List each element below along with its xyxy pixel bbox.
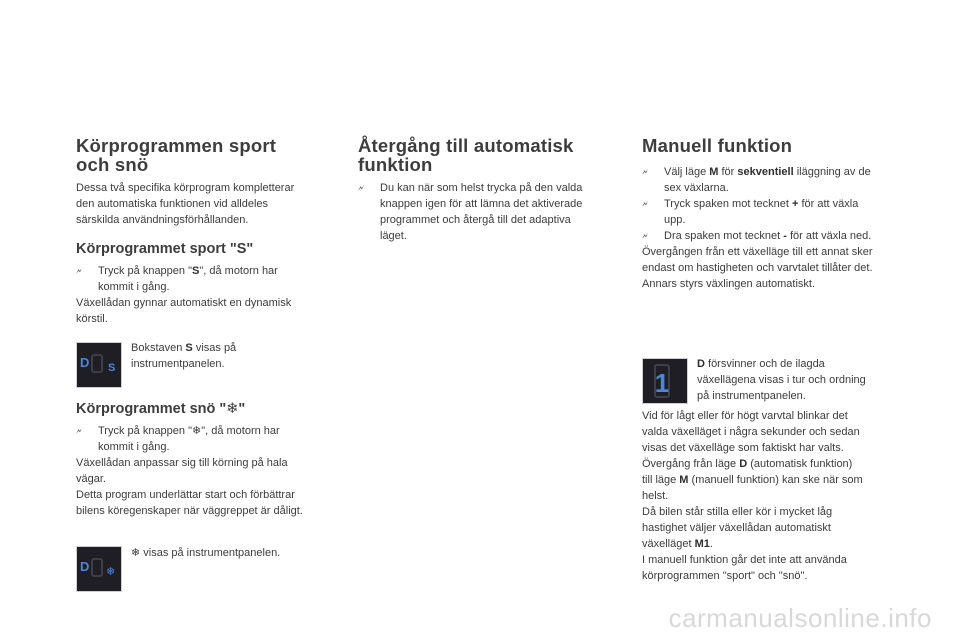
sport-heading: Körprogrammet sport "S" bbox=[76, 241, 254, 257]
sport-display-icon bbox=[77, 343, 121, 387]
return-auto-bullet: 🗲 Du kan när som helst trycka på den valda knappen igen för att lämna det aktiverade programmet och återgå till det adaptiva läget. bbox=[358, 182, 583, 242]
bullet-marker-icon: 🗲 bbox=[642, 199, 648, 209]
snow-caption: ❄ visas på instrumentpanelen. bbox=[131, 547, 281, 559]
manual-bullet-1: 🗲 Välj läge M för sekventiell iläggning av de sex växlarna. bbox=[642, 166, 871, 194]
bullet-marker-icon: 🗲 bbox=[76, 426, 82, 436]
bullet-marker-icon: 🗲 bbox=[358, 183, 364, 193]
section-title-return-auto: Återgång till automatisk funktion bbox=[358, 135, 574, 175]
bullet-marker-icon: 🗲 bbox=[76, 266, 82, 276]
manual-bullet-2: 🗲 Tryck spaken mot tecknet + för att växla upp. bbox=[642, 198, 859, 226]
section-title-sport-snow: Körprogrammen sport och snö bbox=[76, 135, 277, 175]
display-digit: 1 bbox=[654, 368, 670, 398]
display-letter-d: D bbox=[80, 559, 90, 574]
manual-text-1: Övergången från ett växelläge till ett annat sker endast om hastigheten och varvtalet tillåter det. Annars styrs växlingen automatiskt. bbox=[642, 246, 873, 290]
manual-display-image bbox=[642, 358, 688, 404]
snow-heading: Körprogrammet snö "❄" bbox=[76, 401, 246, 417]
snow-display-image bbox=[76, 546, 122, 592]
sport-display-image bbox=[76, 342, 122, 388]
snow-bullet: 🗲 Tryck på knappen "❄", då motorn har kommit i gång. bbox=[76, 425, 280, 453]
display-letter-s: S bbox=[108, 362, 116, 374]
display-snowflake: ❄ bbox=[106, 565, 116, 578]
sport-caption: Bokstaven S visas på instrumentpanelen. bbox=[131, 342, 237, 370]
watermark-text: carmanualsonline.info bbox=[668, 603, 932, 633]
manual-bullet-3: 🗲 Dra spaken mot tecknet - för att växla ned. bbox=[642, 230, 872, 242]
display-letter-d: D bbox=[80, 355, 90, 370]
sport-bullet: 🗲 Tryck på knappen "S", då motorn har kommit i gång. bbox=[76, 265, 278, 293]
manual-display-icon bbox=[643, 359, 687, 403]
sport-text: Växellådan gynnar automatiskt en dynamisk körstil. bbox=[76, 297, 292, 325]
snow-text: Växellådan anpassar sig till körning på hala vägar. Detta program underlättar start och förbättrar bilens köregenskaper när väggreppet är dåligt. bbox=[76, 457, 303, 517]
bullet-marker-icon: 🗲 bbox=[642, 167, 648, 177]
intro-text: Dessa två specifika körprogram kompletterar den automatiska funktionen vid alldeles särskilda användningsförhållanden. bbox=[76, 182, 295, 226]
bullet-marker-icon: 🗲 bbox=[642, 231, 648, 241]
manual-caption: D försvinner och de ilagda växellägena visas i tur och ordning på instrumentpanelen. bbox=[697, 358, 866, 402]
manual-text-2: Vid för lågt eller för högt varvtal blinkar det valda växelläget i några sekunder och sedan visas det växelläge som faktiskt har valts. Övergång från läge D (automatisk funktion) till läge M (manuell funktion) kan ske när som helst. Då bilen står stilla eller kör i mycket låg hastighet väljer växellådan automatiskt växelläget M1. I manuell funktion går det inte att använda körprogrammen "sport" och "snö". bbox=[642, 410, 863, 582]
snow-display-icon bbox=[77, 547, 121, 591]
section-title-manual: Manuell funktion bbox=[642, 135, 793, 156]
